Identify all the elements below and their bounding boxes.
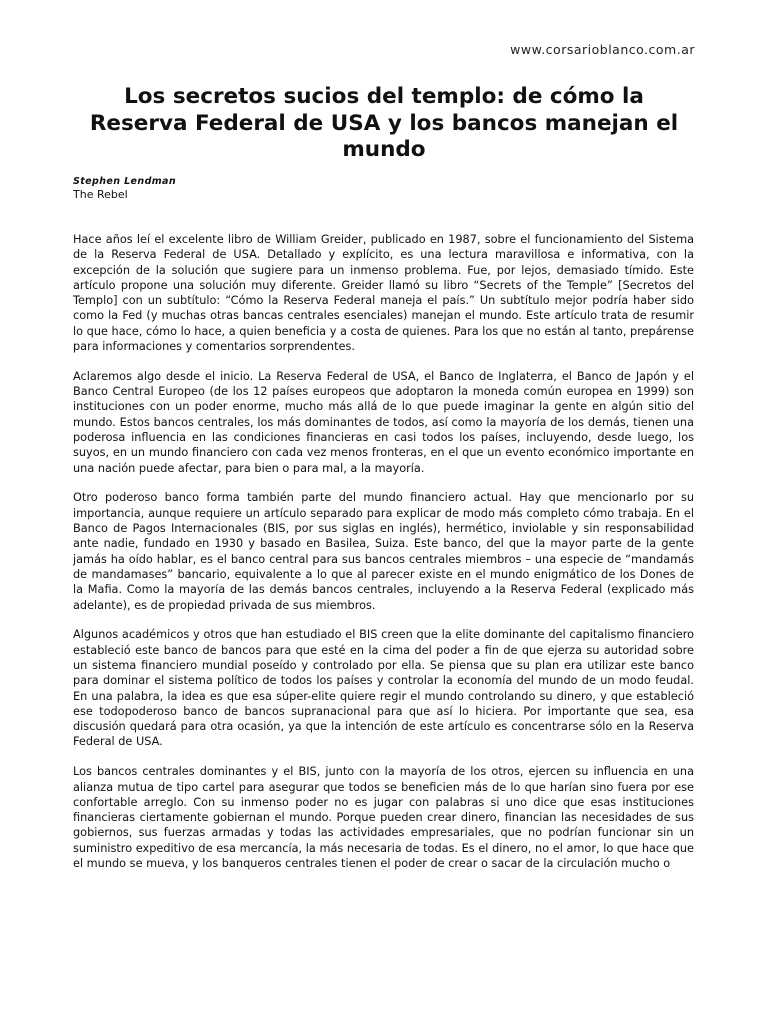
body-paragraph: Algunos académicos y otros que han estudiado el BIS creen que la elite dominante del capitalismo financiero estableció este banco de bancos para que esté en la cima del poder a fin de que ejerza su autoridad sobre un sistema financiero mundial poseído y controlado por ella. Se piensa que su plan era utilizar este banco para dominar el sistema político de todos los países y controlar la economía del mundo de un modo feudal. En una palabra, la idea es que esa súper-elite quiere regir el mundo controlando su dinero, y que estableció ese todopoderoso banco de bancos supranacional para que así lo hiciera. Por importante que sea, esa discusión quedará para otra ocasión, ya que la intención de este artículo es concentrarse sólo en la Reserva Federal de USA. — [73, 628, 694, 749]
article-title: Los secretos sucios del templo: de cómo la Reserva Federal de USA y los bancos manejan el mundo — [89, 84, 679, 162]
body-paragraph: Aclaremos algo desde el inicio. La Reserva Federal de USA, el Banco de Inglaterra, el Banco de Japón y el Banco Central Europeo (de los 12 países europeos que adoptaron la moneda común europea en 1999) son instituciones con un poder enorme, mucho más allá de lo que puede imaginar la gente en algún sitio del mundo. Estos bancos centrales, los más dominantes de todos, así como la mayoría de los demás, tienen una poderosa influencia en las condiciones financieras en casi todos los países, incluyendo, desde luego, los suyos, en un mundo financiero con cada vez menos fronteras, en el que un evento económico importante en una nación puede afectar, para bien o para mal, a la mayoría. — [73, 369, 694, 475]
site-url[interactable]: www.corsarioblanco.com.ar — [510, 42, 695, 57]
body-paragraph: Los bancos centrales dominantes y el BIS, junto con la mayoría de los otros, ejercen su influencia en una alianza mutua de tipo cartel para asegurar que todos se beneficien más de lo que harían sino fuera por ese confortable arreglo. Con su inmenso poder no es jugar con palabras si uno dice que esas instituciones financieras ciertamente gobiernan el mundo. Porque pueden crear dinero, financian las necesidades de sus gobiernos, sus fuerzas armadas y todas las actividades empresariales, que no podrían funcionar sin un suministro expeditivo de esa mercancía, la más necesaria de todas. Es el dinero, no el amor, lo que hace que el mundo se mueva, y los banqueros centrales tienen el poder de crear o sacar de la circulación mucho o — [73, 765, 694, 870]
body-paragraph: Hace años leí el excelente libro de William Greider, publicado en 1987, sobre el funcionamiento del Sistema de la Reserva Federal de USA. Detallado y explícito, es una lectura maravillosa e informativa, con la excepción de la solución que sugiere para un inmenso problema. Fue, por lejos, demasiado tímido. Este artículo propone una solución muy diferente. Greider llamó su libro “Secrets of the Temple” [Secretos del Templo] con un subtítulo: “Cómo la Reserva Federal maneja el país.” Un subtítulo mejor podría haber sido como la Fed (y muchas otras bancas centrales esenciales) manejan el mundo. Este artículo trata de resumir lo que hace, cómo lo hace, a quien beneficia y a costa de quienes. Para los que no están al tanto, prepárense para informaciones y comentarios sorprendentes. — [73, 233, 694, 354]
byline — [73, 176, 176, 201]
article-body — [73, 232, 694, 886]
source-name: The Rebel — [73, 188, 128, 201]
author-name: Stephen Lendman — [73, 176, 177, 187]
body-paragraph: Otro poderoso banco forma también parte del mundo financiero actual. Hay que mencionarlo por su importancia, aunque requiere un artículo separado para explicar de modo más completo cómo trabaja. En el Banco de Pagos Internacionales (BIS, por sus siglas en inglés), hermético, inviolable y sin responsabilidad ante nadie, fundado en 1930 y basado en Basilea, Suiza. Este banco, del que la mayor parte de la gente jamás ha oído hablar, es el banco central para sus bancos centrales miembros – una especie de “mandamás de mandamases” bancario, equivalente a lo que al parecer existe en el mundo enigmático de los Dones de la Mafia. Como la mayoría de las demás bancos centrales, incluyendo a la Reserva Federal (explicado más adelante), es de propiedad privada de sus miembros. — [73, 491, 694, 612]
